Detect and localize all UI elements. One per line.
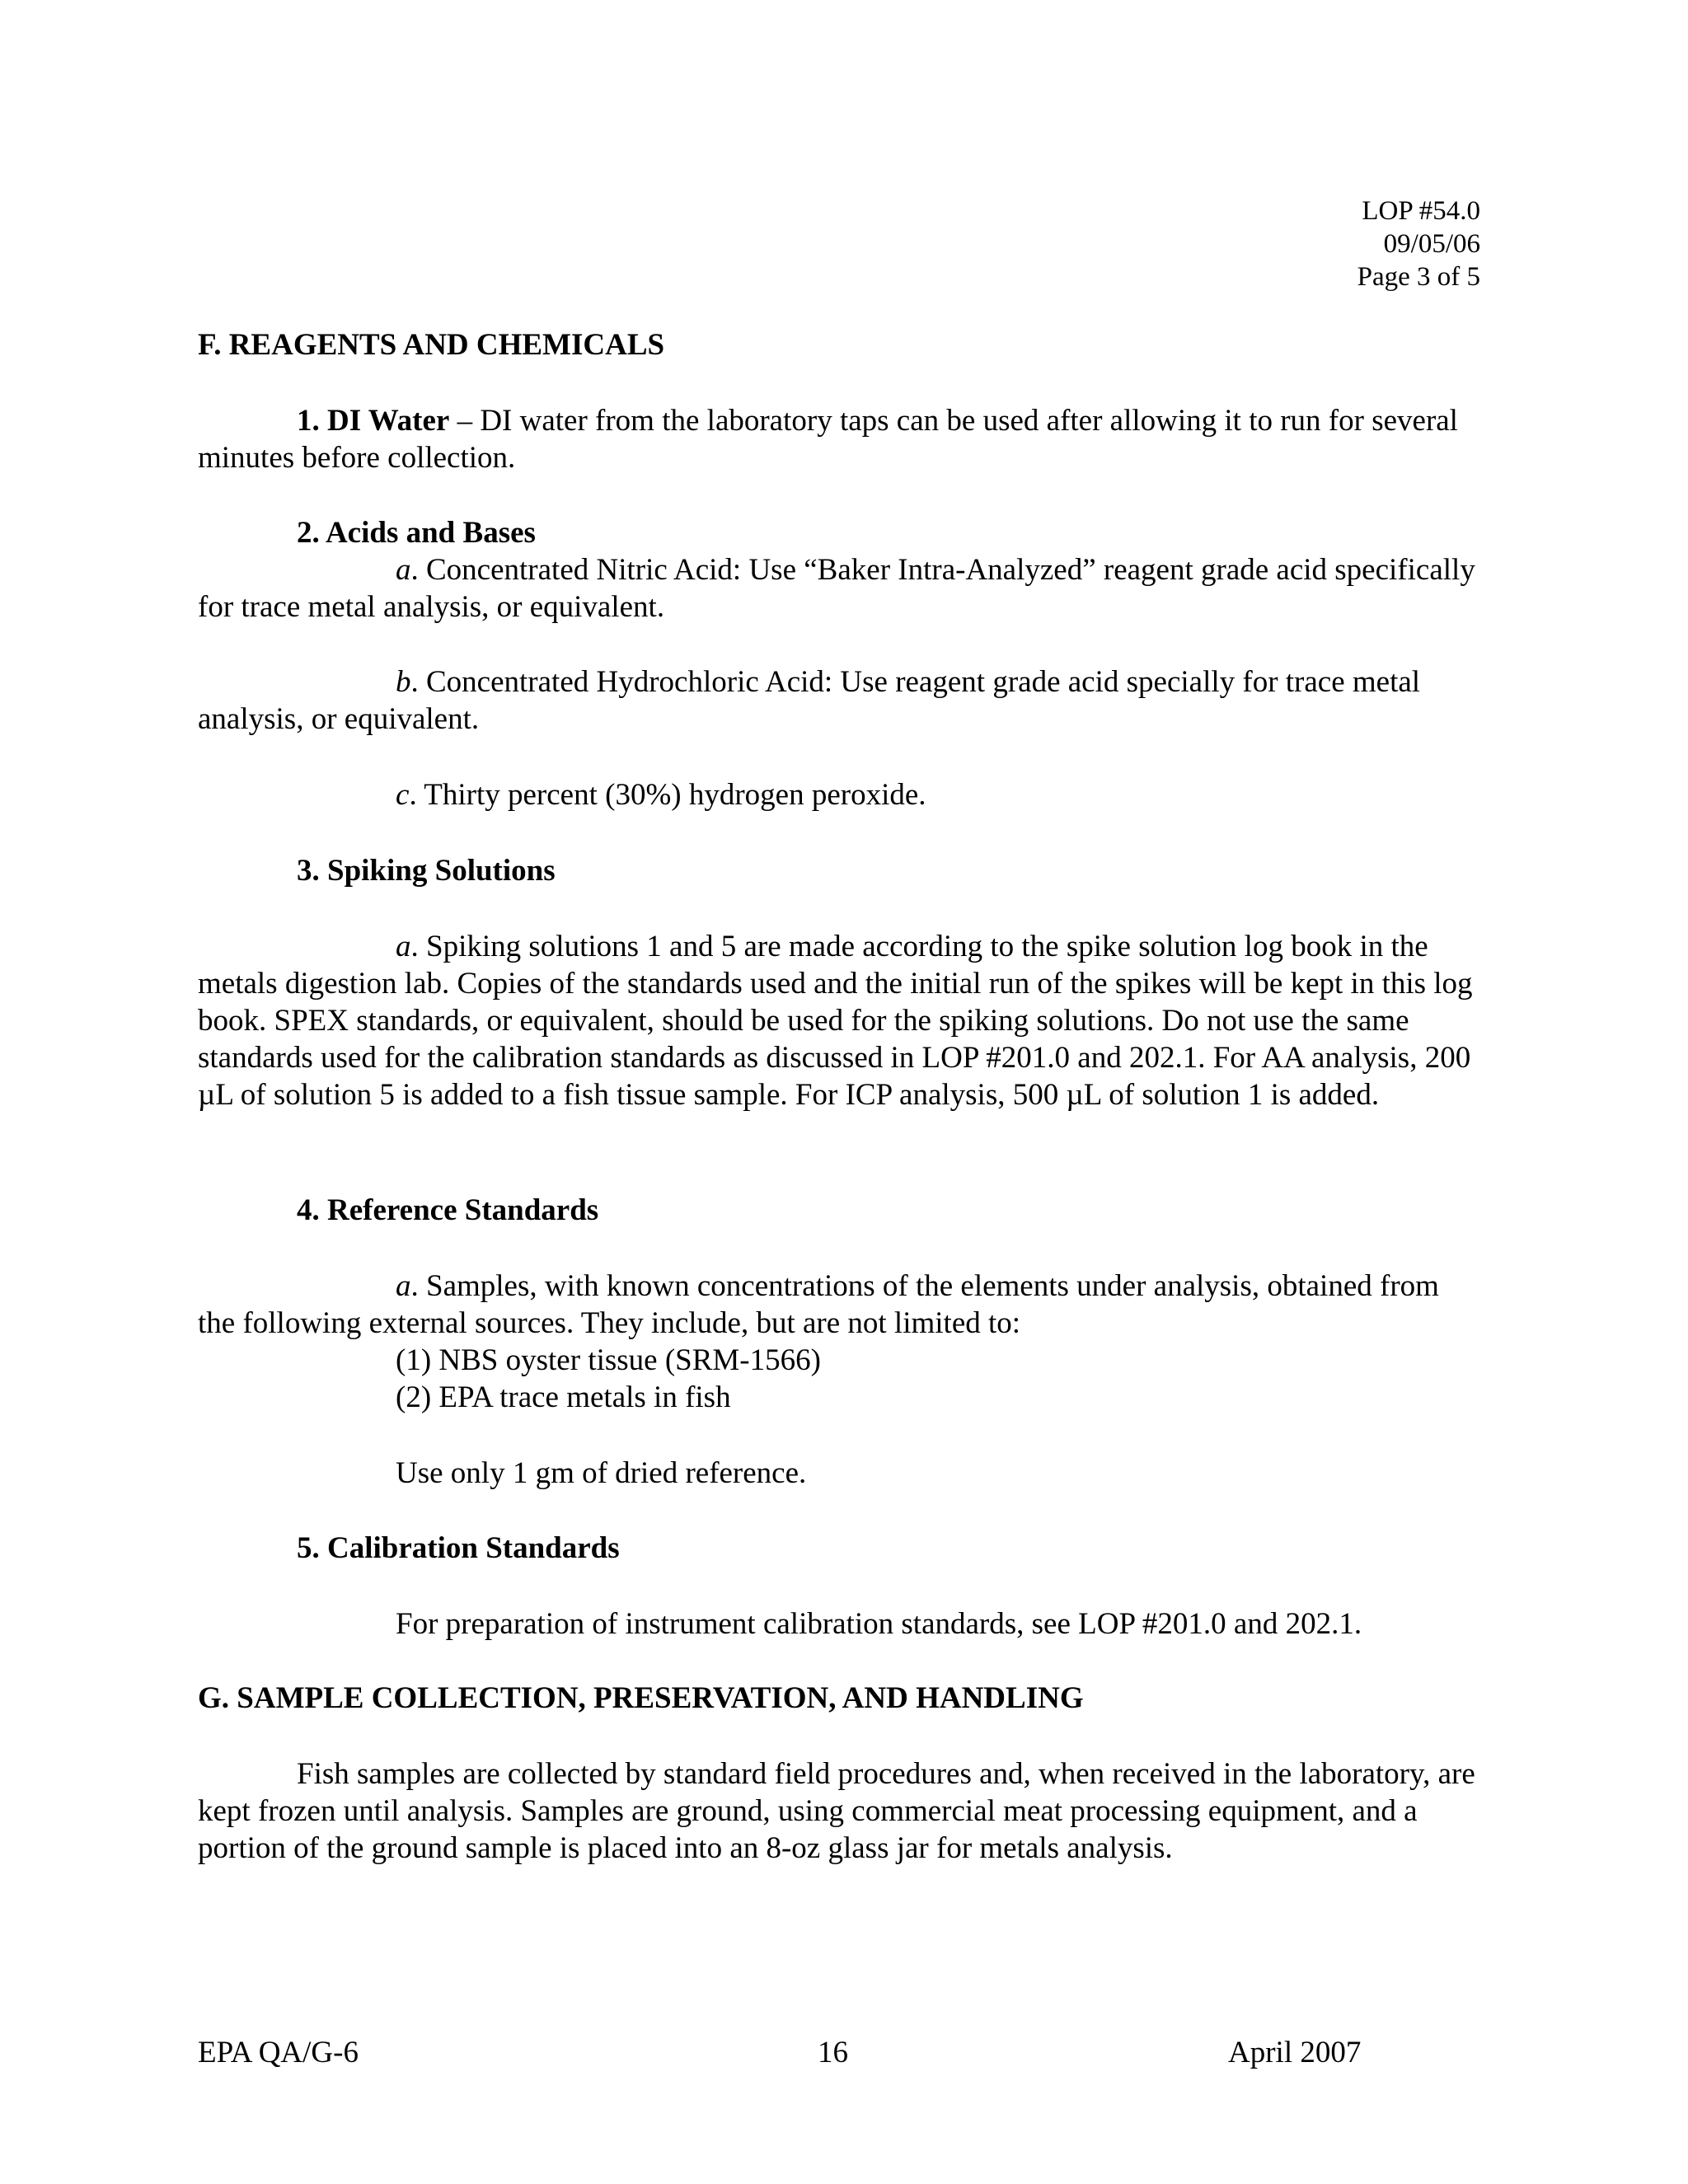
item-reference-a-text: . Samples, with known concentrations of the elements under analysis, obtained from the following external sources. They include, but are not limited to: bbox=[198, 1269, 1439, 1340]
footer-left: EPA QA/G-6 bbox=[198, 2036, 359, 2069]
item-spiking-heading: 3. Spiking Solutions bbox=[297, 854, 556, 888]
item-acids-b-text: . Concentrated Hydrochloric Acid: Use reagent grade acid specially for trace metal analysis, or equivalent. bbox=[198, 665, 1421, 736]
reference-note: Use only 1 gm of dried reference. bbox=[396, 1456, 807, 1490]
section-g-text: Fish samples are collected by standard field procedures and, when received in the laboratory, are kept frozen until analysis. Samples are ground, using commercial meat processing equipment, and a portion of the ground sample is placed into an 8-oz glass jar for metals analysis. bbox=[198, 1757, 1475, 1865]
reference-list-item-1: (1) NBS oyster tissue (SRM-1566) bbox=[396, 1343, 821, 1377]
item-acids-c bbox=[198, 776, 1484, 813]
item-acids-a-text: . Concentrated Nitric Acid: Use “Baker Intra-Analyzed” reagent grade acid specifically for trace metal analysis, or equivalent. bbox=[198, 553, 1475, 624]
section-f-heading: F. REAGENTS AND CHEMICALS bbox=[198, 328, 665, 362]
item-spiking-a bbox=[198, 928, 1484, 1113]
page-header bbox=[1357, 194, 1480, 293]
item-acids-b-letter: b bbox=[396, 665, 411, 699]
item-reference-a-letter: a bbox=[396, 1269, 411, 1303]
header-date: 09/05/06 bbox=[1383, 229, 1480, 259]
item-di-water bbox=[198, 402, 1484, 476]
item-acids-a-letter: a bbox=[396, 553, 411, 587]
item-acids-heading: 2. Acids and Bases bbox=[297, 516, 536, 550]
item-di-water-label: 1. DI Water bbox=[297, 404, 450, 438]
item-di-water-text: – DI water from the laboratory taps can be used after allowing it to run for several minutes before collection. bbox=[198, 404, 1458, 475]
section-g-heading: G. SAMPLE COLLECTION, PRESERVATION, AND HANDLING bbox=[198, 1681, 1084, 1715]
reference-list-item-2: (2) EPA trace metals in fish bbox=[396, 1380, 731, 1414]
lop-number: LOP #54.0 bbox=[1362, 196, 1480, 226]
item-acids-c-text: . Thirty percent (30%) hydrogen peroxide. bbox=[409, 778, 926, 812]
item-spiking-a-text: . Spiking solutions 1 and 5 are made according to the spike solution log book in the metals digestion lab. Copies of the standards used and the initial run of the spikes will be kept in this log book. SPEX standards, or equivalent, should be used for the spiking solutions. Do not use the same standards used for the calibration standards as discussed in LOP #201.0 and 202.1. For AA analysis, 200 µL of solution 5 is added to a fish tissue sample. For ICP analysis, 500 µL of solution 1 is added. bbox=[198, 930, 1473, 1112]
page-indicator: Page 3 of 5 bbox=[1357, 262, 1480, 292]
item-acids-c-letter: c bbox=[396, 778, 410, 812]
item-acids-b bbox=[198, 663, 1484, 738]
footer-right: April 2007 bbox=[1228, 2036, 1362, 2069]
item-calibration-heading: 5. Calibration Standards bbox=[297, 1531, 620, 1565]
item-reference-a bbox=[198, 1268, 1484, 1342]
footer-page-number: 16 bbox=[818, 2036, 848, 2069]
item-spiking-a-letter: a bbox=[396, 930, 411, 963]
item-acids-a bbox=[198, 551, 1484, 626]
item-calibration-text: For preparation of instrument calibration standards, see LOP #201.0 and 202.1. bbox=[396, 1607, 1362, 1641]
item-reference-heading: 4. Reference Standards bbox=[297, 1193, 599, 1227]
